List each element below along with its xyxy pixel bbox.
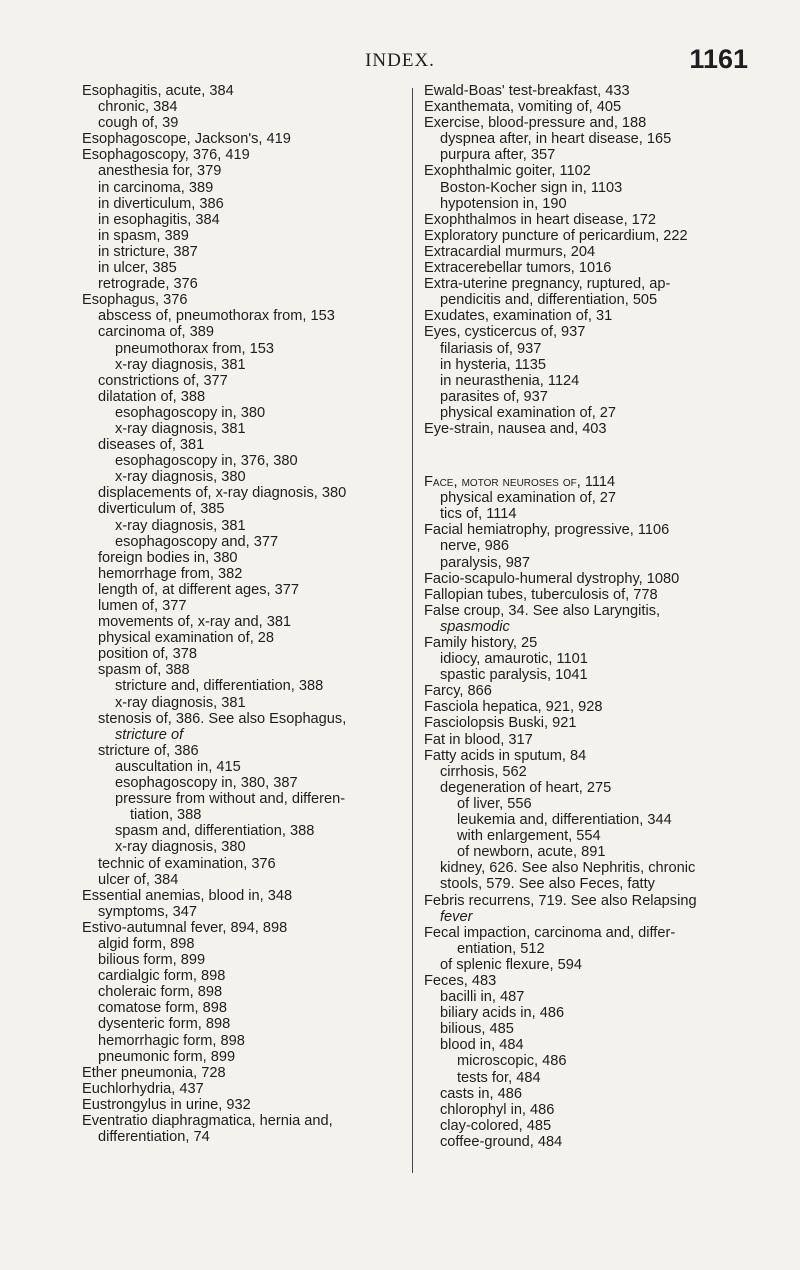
index-subentry: purpura after, 357 bbox=[440, 147, 556, 164]
index-subentry: differentiation, 74 bbox=[98, 1129, 210, 1146]
index-subentry: auscultation in, 415 bbox=[115, 758, 241, 775]
index-entry: Fecal impaction, carcinoma and, differ- bbox=[424, 924, 676, 941]
index-entry: Exophthalmos in heart disease, 172 bbox=[424, 211, 657, 228]
index-subentry: abscess of, pneumothorax from, 153 bbox=[98, 308, 335, 325]
index-subentry: dyspnea after, in heart disease, 165 bbox=[440, 131, 672, 148]
index-subentry: spasm of, 388 bbox=[98, 662, 190, 679]
index-subentry: tiation, 388 bbox=[130, 807, 202, 824]
index-entry: Extra-uterine pregnancy, ruptured, ap- bbox=[424, 276, 671, 293]
index-subentry: bilious form, 899 bbox=[98, 952, 206, 969]
index-entry: Ether pneumonia, 728 bbox=[82, 1064, 226, 1081]
index-subentry: dysenteric form, 898 bbox=[98, 1016, 231, 1033]
index-entry: Exanthemata, vomiting of, 405 bbox=[424, 99, 622, 116]
index-subentry: physical examination of, 27 bbox=[440, 490, 617, 507]
index-subentry: stenosis of, 386. See also Esophagus, bbox=[98, 710, 347, 727]
index-entry: Esophagoscopy, 376, 419 bbox=[82, 147, 250, 164]
index-subentry: in esophagitis, 384 bbox=[98, 211, 220, 228]
index-subentry: stricture of, 386 bbox=[98, 742, 199, 759]
index-entry: Extracerebellar tumors, 1016 bbox=[424, 260, 612, 277]
index-subentry: casts in, 486 bbox=[440, 1085, 522, 1102]
index-entry: Esophagoscope, Jackson's, 419 bbox=[82, 131, 291, 148]
index-subentry: esophagoscopy and, 377 bbox=[115, 533, 279, 550]
index-subentry: stricture of bbox=[115, 726, 184, 743]
index-subentry: in carcinoma, 389 bbox=[98, 179, 214, 196]
index-subentry: movements of, x-ray and, 381 bbox=[98, 614, 292, 631]
index-subentry: entiation, 512 bbox=[457, 940, 545, 957]
column-divider bbox=[412, 88, 413, 1173]
index-entry: Essential anemias, blood in, 348 bbox=[82, 887, 293, 904]
index-entry: False croup, 34. See also Laryngitis, bbox=[424, 602, 661, 619]
page-number: 1161 bbox=[689, 44, 748, 74]
index-entry: Exploratory puncture of pericardium, 222 bbox=[424, 227, 688, 244]
index-subentry: fever bbox=[440, 908, 473, 925]
index-entry: Fatty acids in sputum, 84 bbox=[424, 747, 587, 764]
index-subentry: comatose form, 898 bbox=[98, 1000, 227, 1017]
index-subentry: in diverticulum, 386 bbox=[98, 195, 224, 212]
index-subentry: tics of, 1114 bbox=[440, 506, 517, 523]
index-subentry: length of, at different ages, 377 bbox=[98, 581, 299, 598]
index-entry: Ewald-Boas' test-breakfast, 433 bbox=[424, 83, 630, 99]
index-subentry: stools, 579. See also Feces, fatty bbox=[440, 876, 655, 893]
index-subentry: hypotension in, 190 bbox=[440, 195, 567, 212]
index-subentry: cough of, 39 bbox=[98, 115, 179, 132]
index-entry: Exophthalmic goiter, 1102 bbox=[424, 163, 591, 180]
index-subentry: pressure from without and, differen- bbox=[115, 791, 346, 808]
index-entry: Fallopian tubes, tuberculosis of, 778 bbox=[424, 586, 658, 603]
index-subentry: pneumothorax from, 153 bbox=[115, 340, 274, 357]
index-subentry: constrictions of, 377 bbox=[98, 372, 228, 389]
index-subentry: pneumonic form, 899 bbox=[98, 1048, 236, 1065]
index-subentry: hemorrhagic form, 898 bbox=[98, 1032, 245, 1049]
index-subentry: degeneration of heart, 275 bbox=[440, 779, 612, 796]
index-subentry: ulcer of, 384 bbox=[98, 871, 179, 888]
index-subentry: spasm and, differentiation, 388 bbox=[115, 823, 315, 840]
index-subentry: stricture and, differentiation, 388 bbox=[115, 678, 324, 695]
index-subentry: diverticulum of, 385 bbox=[98, 501, 225, 518]
index-subentry: kidney, 626. See also Nephritis, chronic bbox=[440, 860, 696, 877]
index-subentry: symptoms, 347 bbox=[98, 903, 197, 920]
index-subentry: physical examination of, 28 bbox=[98, 630, 275, 647]
index-entry: Eye-strain, nausea and, 403 bbox=[424, 420, 607, 437]
index-entry: Facial hemiatrophy, progressive, 1106 bbox=[424, 522, 670, 539]
index-subentry: blood in, 484 bbox=[440, 1037, 524, 1054]
index-subentry: biliary acids in, 486 bbox=[440, 1005, 565, 1022]
index-subentry: Boston-Kocher sign in, 1103 bbox=[440, 179, 623, 196]
index-subentry: filariasis of, 937 bbox=[440, 340, 542, 357]
index-entry: Eyes, cysticercus of, 937 bbox=[424, 324, 586, 341]
index-subentry: of newborn, acute, 891 bbox=[457, 844, 606, 861]
index-subentry: x-ray diagnosis, 381 bbox=[115, 694, 246, 711]
index-subentry: diseases of, 381 bbox=[98, 437, 205, 454]
section-gap bbox=[424, 437, 754, 474]
index-entry: Facio-scapulo-humeral dystrophy, 1080 bbox=[424, 570, 680, 587]
page-header bbox=[0, 44, 800, 74]
index-subentry: tests for, 484 bbox=[457, 1069, 541, 1086]
index-entry: Fasciolopsis Buski, 921 bbox=[424, 715, 577, 732]
index-entry: Farcy, 866 bbox=[424, 683, 492, 700]
index-subentry: leukemia and, differentiation, 344 bbox=[457, 812, 672, 829]
index-subentry: choleraic form, 898 bbox=[98, 984, 223, 1001]
index-subentry: algid form, 898 bbox=[98, 935, 195, 952]
index-entry: Family history, 25 bbox=[424, 635, 538, 651]
index-subentry: bilious, 485 bbox=[440, 1021, 514, 1038]
index-subentry: coffee-ground, 484 bbox=[440, 1133, 563, 1150]
index-subentry: x-ray diagnosis, 381 bbox=[115, 517, 246, 534]
index-subentry: paralysis, 987 bbox=[440, 554, 531, 571]
index-subentry: hemorrhage from, 382 bbox=[98, 565, 243, 582]
index-entry: Eustrongylus in urine, 932 bbox=[82, 1096, 251, 1113]
index-subentry: of liver, 556 bbox=[457, 795, 532, 812]
index-subentry: parasites of, 937 bbox=[440, 388, 548, 405]
index-subentry: cirrhosis, 562 bbox=[440, 763, 527, 780]
index-subentry: x-ray diagnosis, 381 bbox=[115, 356, 246, 373]
index-subentry: in hysteria, 1135 bbox=[440, 356, 547, 373]
index-entry: Face, motor neuroses of, 1114 bbox=[424, 474, 616, 491]
index-entry: Febris recurrens, 719. See also Relapsing bbox=[424, 892, 697, 909]
index-subentry: in neurasthenia, 1124 bbox=[440, 372, 580, 389]
index-entry: Fat in blood, 317 bbox=[424, 731, 533, 748]
index-column-right bbox=[424, 83, 754, 1150]
index-subentry: esophagoscopy in, 380 bbox=[115, 404, 266, 421]
index-entry: Esophagus, 376 bbox=[82, 292, 188, 309]
index-subentry: displacements of, x-ray diagnosis, 380 bbox=[98, 485, 347, 502]
index-entry: Feces, 483 bbox=[424, 972, 497, 989]
index-subentry: spastic paralysis, 1041 bbox=[440, 667, 588, 684]
index-subentry: foreign bodies in, 380 bbox=[98, 549, 238, 566]
index-column-left bbox=[82, 83, 402, 1145]
index-subentry: idiocy, amaurotic, 1101 bbox=[440, 651, 588, 668]
index-entry: Euchlorhydria, 437 bbox=[82, 1080, 204, 1097]
index-entry: Eventratio diaphragmatica, hernia and, bbox=[82, 1113, 333, 1129]
index-subentry: x-ray diagnosis, 381 bbox=[115, 420, 246, 437]
index-subentry: nerve, 986 bbox=[440, 538, 509, 555]
index-subentry: carcinoma of, 389 bbox=[98, 324, 215, 341]
index-subentry: bacilli in, 487 bbox=[440, 989, 525, 1006]
index-entry: Esophagitis, acute, 384 bbox=[82, 83, 234, 99]
index-subentry: x-ray diagnosis, 380 bbox=[115, 469, 246, 486]
index-subentry: microscopic, 486 bbox=[457, 1053, 567, 1070]
index-subentry: esophagoscopy in, 376, 380 bbox=[115, 453, 298, 470]
index-subentry: retrograde, 376 bbox=[98, 276, 198, 293]
index-entry: Estivo-autumnal fever, 894, 898 bbox=[82, 919, 288, 936]
index-entry: Exercise, blood-pressure and, 188 bbox=[424, 115, 647, 132]
index-subentry: with enlargement, 554 bbox=[457, 828, 601, 845]
index-entry: Fasciola hepatica, 921, 928 bbox=[424, 699, 603, 716]
index-subentry: chronic, 384 bbox=[98, 99, 178, 116]
index-subentry: physical examination of, 27 bbox=[440, 404, 617, 421]
index-subentry: lumen of, 377 bbox=[98, 598, 187, 614]
index-subentry: anesthesia for, 379 bbox=[98, 163, 222, 180]
index-subentry: chlorophyl in, 486 bbox=[440, 1101, 555, 1118]
index-subentry: position of, 378 bbox=[98, 646, 197, 663]
index-subentry: in spasm, 389 bbox=[98, 227, 189, 244]
index-subentry: pendicitis and, differentiation, 505 bbox=[440, 292, 658, 309]
index-subentry: x-ray diagnosis, 380 bbox=[115, 839, 246, 856]
index-entry: Extracardial murmurs, 204 bbox=[424, 243, 596, 260]
index-subentry: of splenic flexure, 594 bbox=[440, 956, 582, 973]
index-subentry: in stricture, 387 bbox=[98, 243, 198, 260]
index-entry: Exudates, examination of, 31 bbox=[424, 308, 613, 325]
index-subentry: dilatation of, 388 bbox=[98, 388, 206, 405]
index-subentry: clay-colored, 485 bbox=[440, 1117, 552, 1134]
index-subentry: cardialgic form, 898 bbox=[98, 968, 226, 985]
index-subentry: spasmodic bbox=[440, 618, 510, 635]
index-subentry: in ulcer, 385 bbox=[98, 260, 177, 277]
running-title: INDEX. bbox=[365, 50, 435, 71]
index-subentry: technic of examination, 376 bbox=[98, 855, 276, 872]
index-subentry: esophagoscopy in, 380, 387 bbox=[115, 775, 298, 792]
